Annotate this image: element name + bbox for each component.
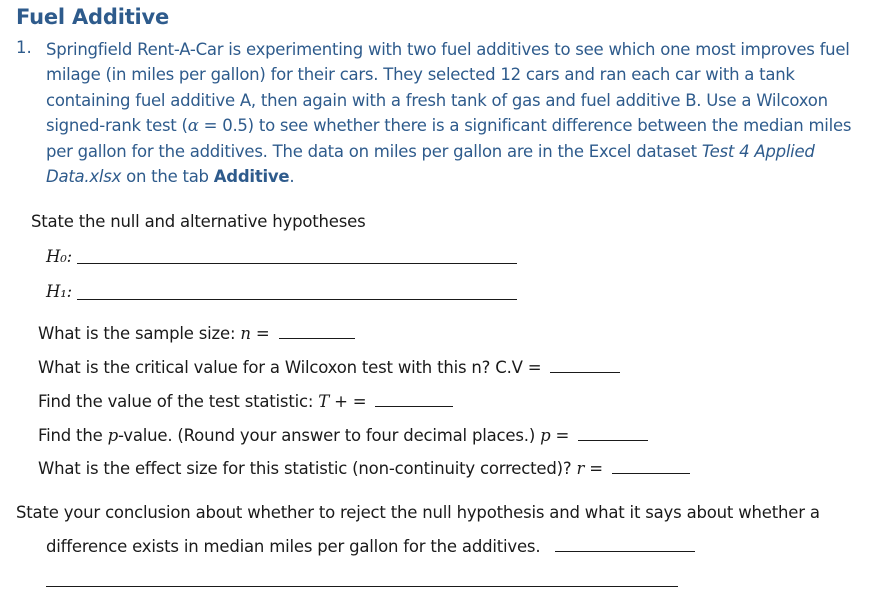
tab-name: Additive — [213, 167, 290, 187]
h1-label: H₁: — [46, 282, 72, 301]
hypotheses-prompt: State the null and alternative hypotheses — [31, 212, 366, 231]
effect-size-prompt: What is the effect size for this statistic (non-continuity corrected)? — [38, 459, 577, 478]
h0-label: H₀: — [46, 247, 72, 266]
p-value-prefix: Find the — [38, 426, 108, 445]
conclusion-row — [46, 537, 695, 556]
conclusion-answer-line[interactable] — [46, 586, 678, 587]
p-value-italic: p — [107, 426, 118, 445]
question-number: 1. — [16, 38, 32, 57]
p-value-prompt: -value. (Round your answer to four decimal places.) — [117, 426, 541, 445]
h1-row — [46, 282, 72, 301]
h1-answer-line[interactable] — [77, 299, 517, 300]
effect-size-var: r — [576, 459, 585, 478]
alpha-symbol: α — [187, 116, 199, 136]
effect-size-row — [38, 459, 690, 478]
h0-answer-line[interactable] — [77, 263, 517, 264]
critical-value-blank[interactable] — [550, 371, 620, 373]
effect-size-eq: = — [584, 459, 603, 478]
test-statistic-prompt: Find the value of the test statistic: — [38, 392, 319, 411]
question-text-part3: on the tab — [121, 167, 214, 187]
sample-size-eq: = — [250, 324, 270, 343]
p-value-eq: = — [550, 426, 570, 445]
p-value-var: p — [540, 426, 551, 445]
h0-row — [46, 247, 72, 266]
question-text-end: . — [289, 167, 295, 187]
dataset-name: Test 4 Applied Data.xlsx — [46, 141, 815, 187]
conclusion-prompt-line2: difference exists in median miles per gallon for the additives. — [46, 537, 541, 556]
sample-size-var: n — [240, 324, 251, 343]
critical-value-prompt: What is the critical value for a Wilcoxon test with this n? C.V = — [38, 358, 542, 377]
conclusion-prompt-line1: State your conclusion about whether to reject the null hypothesis and what it says about whether a — [16, 503, 820, 522]
test-statistic-row — [38, 392, 453, 411]
effect-size-blank[interactable] — [612, 472, 690, 474]
sample-size-row — [38, 324, 355, 343]
p-value-blank[interactable] — [578, 439, 648, 441]
test-statistic-eq: + = — [329, 392, 367, 411]
page-title: Fuel Additive — [16, 5, 170, 29]
conclusion-blank[interactable] — [555, 550, 695, 552]
sample-size-blank[interactable] — [279, 337, 355, 339]
question-text-part1: Springfield Rent-A-Car is experimenting with two fuel additives to see which one most improves fuel milage (in miles per gallon) for their cars. They selected 12 cars and ran each car with a tank containing fuel additive A, then again with a fresh tank of gas and fuel additive B. Use a Wilcoxon signed-rank test ( — [46, 40, 850, 136]
question-text — [46, 37, 866, 189]
p-value-row — [38, 426, 648, 445]
sample-size-prompt: What is the sample size: — [38, 324, 241, 343]
test-statistic-blank[interactable] — [375, 405, 453, 407]
question-text-alpha: = 0.5) to see whether there is a significant difference between the median miles per gallon for the additives. The data on miles per gallon are in the Excel dataset — [46, 116, 852, 161]
critical-value-row — [38, 358, 620, 377]
test-statistic-var: T — [318, 392, 330, 411]
